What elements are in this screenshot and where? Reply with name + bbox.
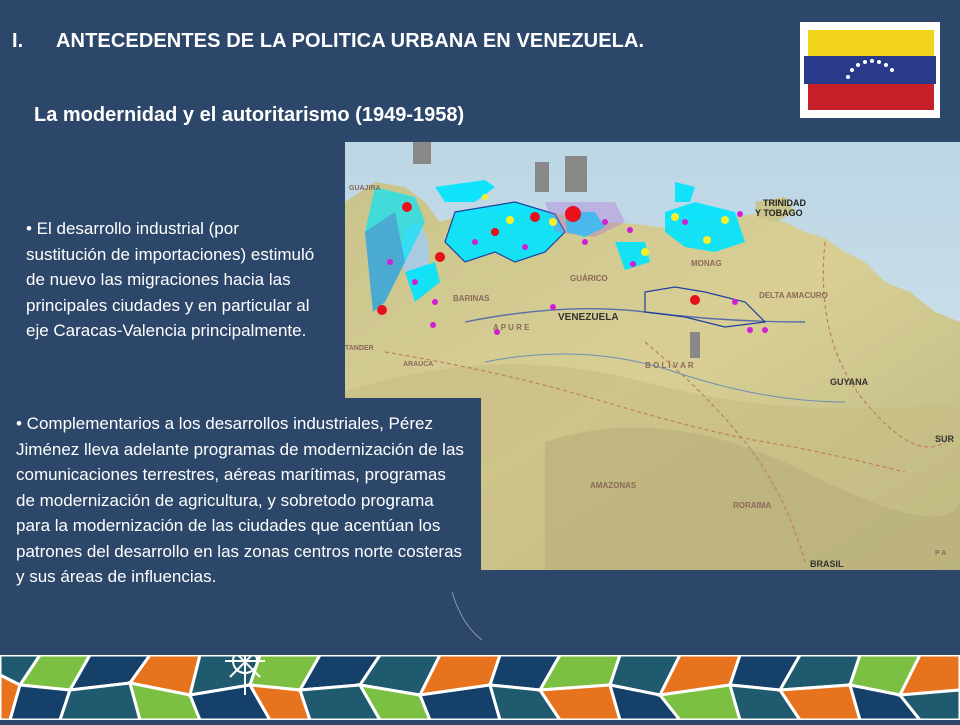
map-label-monagas: MONAG [691,259,722,268]
map-label-guyana: GUYANA [830,377,869,387]
map-label-arauca: ARAUCA [403,361,434,368]
slide-subtitle: La modernidad y el autoritarismo (1949-1958) [34,104,465,126]
map-label-santander: TANDER [345,345,374,352]
map-label-delta: DELTA AMACURO [759,291,828,300]
map-label-sur: SUR [935,434,955,444]
map-label-amazonas: AMAZONAS [590,481,637,490]
map-label-bolivar: B O L Í V A R [645,361,694,370]
paragraph-modernization-programs: • Complementarios a los desarrollos industriales, Pérez Jiménez lleva adelante programas de modernización de las comunicaciones terrestres, aéreas marítimas, programas de modernización de agricultura, y sobretodo programa para la modernización de las ciudades que acentúan los patrones del desarrollo en las zonas centros norte costeras y sus áreas de influencias. [16,414,464,586]
map-label-pa: P A [935,550,947,557]
decorative-mosaic-band [0,655,960,720]
paragraph-industrial-development: • El desarrollo industrial (por sustitución de importaciones) estimuló de nuevo las migraciones hacia las principales ciudades y en particular al eje Caracas-Valencia principalmente. [26,219,315,340]
map-label-barinas: BARINAS [453,294,490,303]
title-number: I. [12,30,24,52]
map-label-guajira: GUAJIRA [349,185,381,192]
map-label-roraima: RORAIMA [733,501,772,510]
map-label-brasil: BRASIL [810,559,844,569]
venezuela-flag-image [800,22,940,118]
map-label-tobago: Y TOBAGO [755,208,803,218]
map-label-venezuela: VENEZUELA [558,312,619,323]
slide-title [12,30,644,53]
map-label-apure: A P U R E [493,323,530,332]
map-label-guarico: GUÁRICO [570,274,608,283]
title-text: ANTECEDENTES DE LA POLITICA URBANA EN VENEZUELA. [56,30,645,52]
map-label-trinidad: TRINIDAD [763,198,806,208]
